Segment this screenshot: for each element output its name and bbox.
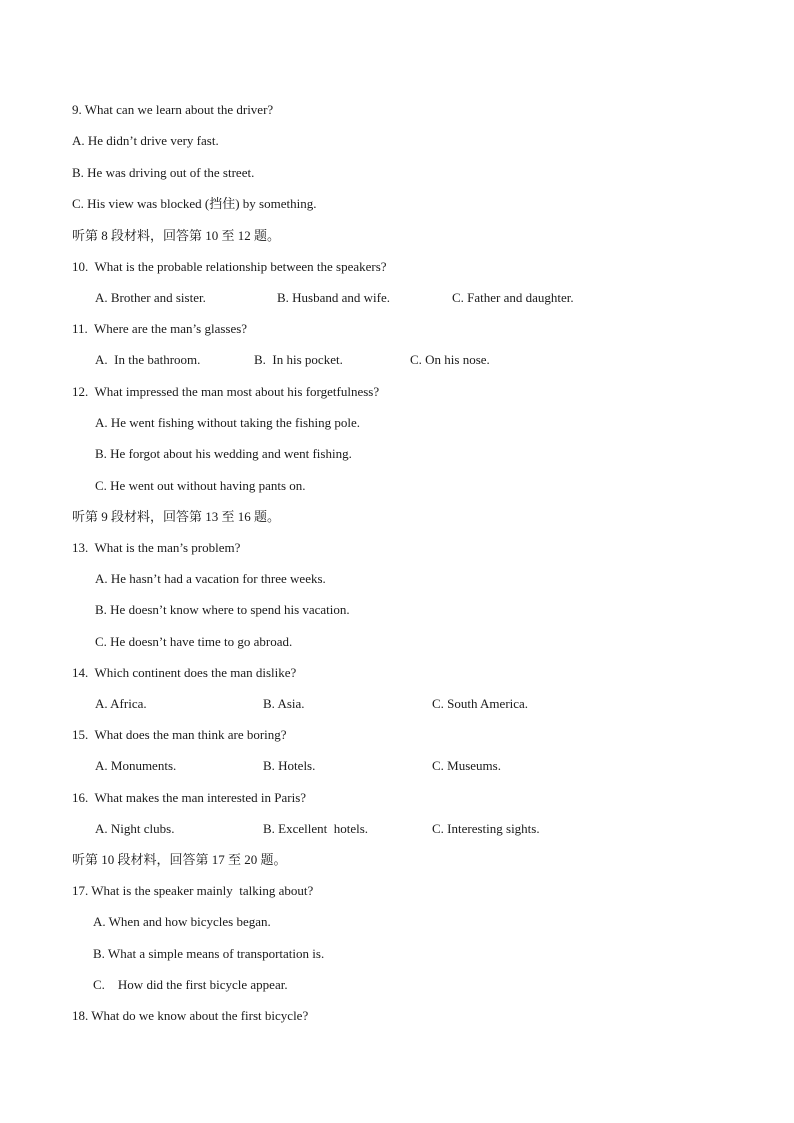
q16-options (0, 821, 794, 837)
q14-option-a: A. Africa. (95, 696, 147, 711)
q14-options (0, 696, 794, 712)
q17-option-b: B. What a simple means of transportation is. (93, 946, 325, 961)
q14-option-b: B. Asia. (263, 696, 305, 711)
question-11: 11. Where are the man’s glasses? (72, 321, 248, 336)
question-15: 15. What does the man think are boring? (72, 727, 287, 742)
q14-option-c: C. South America. (432, 696, 529, 711)
q9-option-c: C. His view was blocked (挡住) by something. (72, 196, 317, 211)
q16-option-c: C. Interesting sights. (432, 821, 540, 836)
q12-option-b: B. He forgot about his wedding and went fishing. (95, 446, 352, 461)
question-17: 17. What is the speaker mainly talking about? (72, 883, 314, 898)
q11-option-a: A. In the bathroom. (95, 352, 201, 367)
q10-option-a: A. Brother and sister. (95, 290, 206, 305)
q9-option-a: A. He didn’t drive very fast. (72, 133, 219, 148)
q13-option-c: C. He doesn’t have time to go abroad. (95, 634, 293, 649)
q15-option-c: C. Museums. (432, 758, 501, 773)
q16-option-b: B. Excellent hotels. (263, 821, 369, 836)
q13-option-a: A. He hasn’t had a vacation for three weeks. (95, 571, 326, 586)
q15-option-b: B. Hotels. (263, 758, 316, 773)
question-16: 16. What makes the man interested in Paris? (72, 790, 307, 805)
q12-option-a: A. He went fishing without taking the fishing pole. (95, 415, 361, 430)
q11-option-c: C. On his nose. (410, 352, 490, 367)
question-13: 13. What is the man’s problem? (72, 540, 241, 555)
q16-option-a: A. Night clubs. (95, 821, 175, 836)
q12-option-c: C. He went out without having pants on. (95, 478, 306, 493)
q17-option-a: A. When and how bicycles began. (93, 914, 271, 929)
q13-option-b: B. He doesn’t know where to spend his vacation. (95, 602, 350, 617)
section-10-heading: 听第 10 段材料，回答第 17 至 20 题。 (72, 852, 287, 867)
section-9-heading: 听第 9 段材料，回答第 13 至 16 题。 (72, 509, 281, 524)
q10-option-b: B. Husband and wife. (277, 290, 391, 305)
question-14: 14. Which continent does the man dislike? (72, 665, 297, 680)
question-12: 12. What impressed the man most about his forgetfulness? (72, 384, 380, 399)
q15-option-a: A. Monuments. (95, 758, 177, 773)
question-10: 10. What is the probable relationship between the speakers? (72, 259, 387, 274)
section-8-heading: 听第 8 段材料，回答第 10 至 12 题。 (72, 228, 281, 243)
question-18: 18. What do we know about the first bicycle? (72, 1008, 309, 1023)
question-9: 9. What can we learn about the driver? (72, 102, 274, 117)
q10-option-c: C. Father and daughter. (452, 290, 574, 305)
q15-options (0, 758, 794, 774)
q10-options (0, 290, 794, 306)
q11-options (0, 352, 794, 368)
q11-option-b: B. In his pocket. (254, 352, 343, 367)
q9-option-b: B. He was driving out of the street. (72, 165, 255, 180)
q17-option-c: C. How did the first bicycle appear. (93, 977, 288, 992)
